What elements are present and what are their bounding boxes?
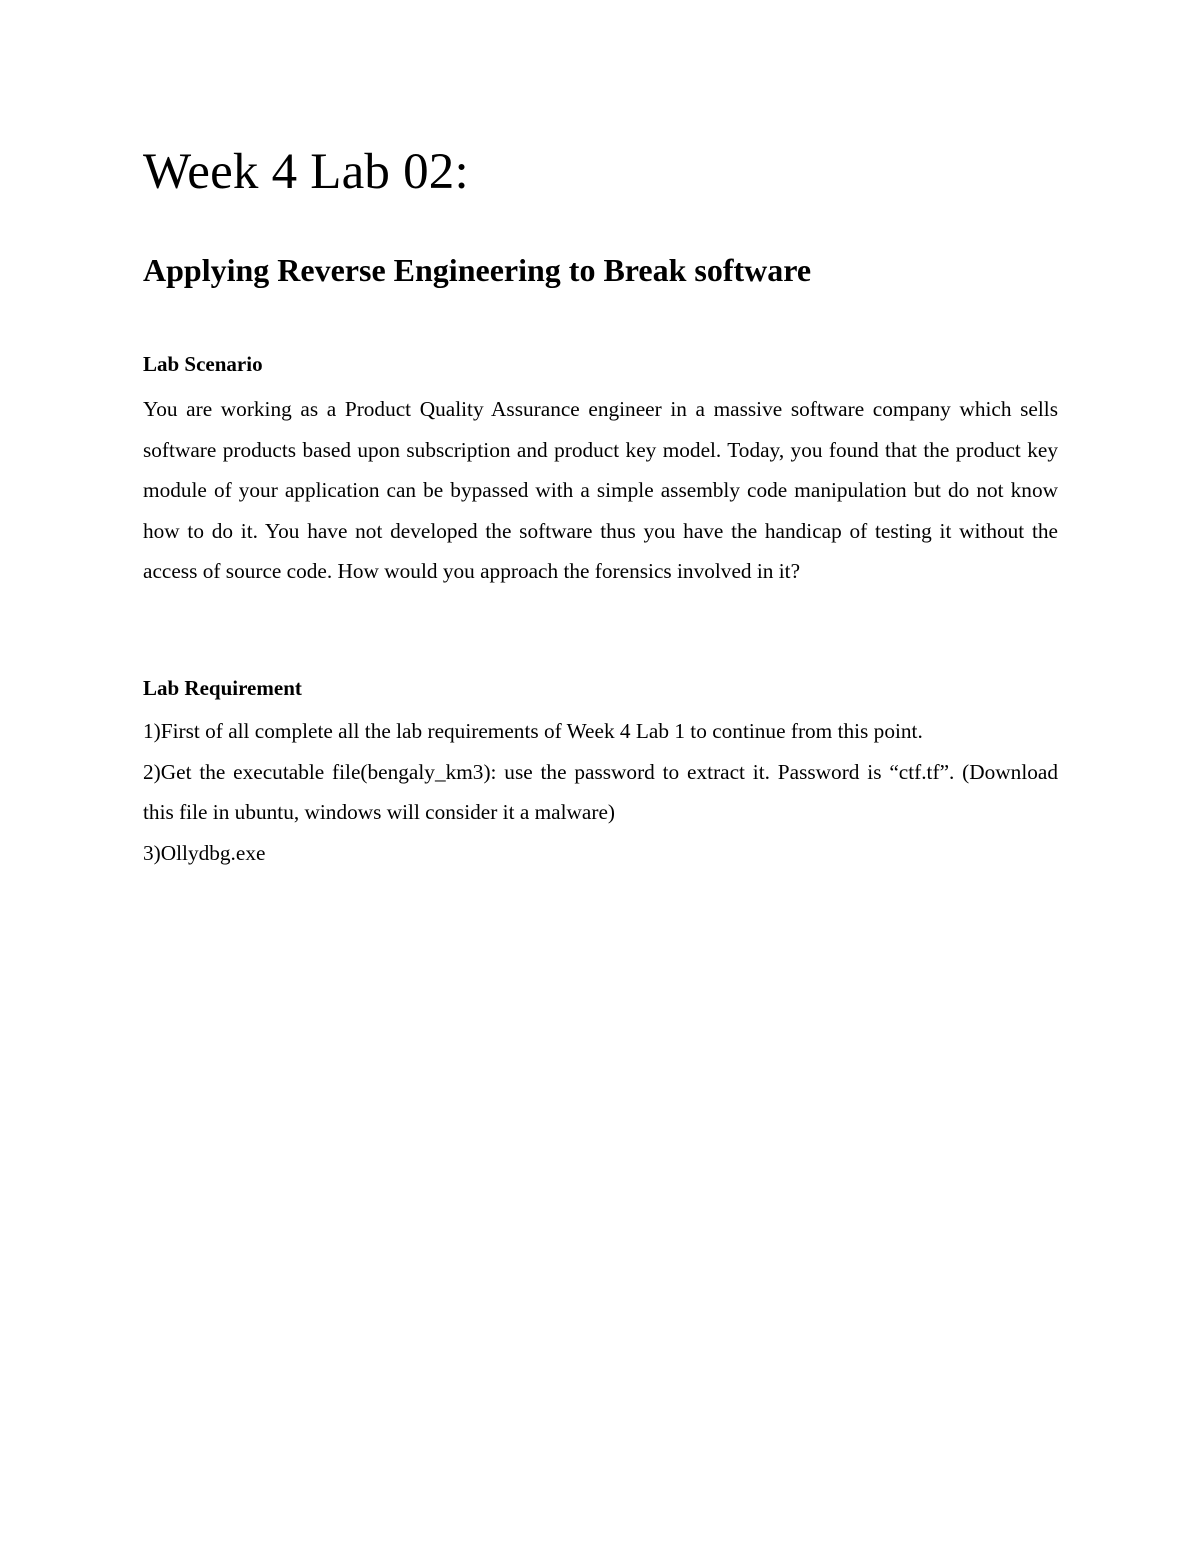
lab-scenario-heading: Lab Scenario xyxy=(143,352,263,376)
lab-scenario-paragraph: You are working as a Product Quality Assurance engineer in a massive software company which sells software products based upon subscription and product key model. Today, you found that the product key module of your application can be bypassed with a simple assembly code manipulation but do not know how to do it. You have not developed the software thus you have the handicap of testing it without the access of source code. How would you approach the forensics involved in it? xyxy=(143,397,1058,583)
document-title: Week 4 Lab 02: xyxy=(143,144,469,200)
lab-requirement-list xyxy=(143,711,1058,873)
requirement-item-1: 1)First of all complete all the lab requirements of Week 4 Lab 1 to continue from this point. xyxy=(143,719,923,743)
lab-requirement-heading: Lab Requirement xyxy=(143,676,302,700)
requirement-item-3: 3)Ollydbg.exe xyxy=(143,840,266,865)
requirement-item-2: 2)Get the executable file(bengaly_km3): use the password to extract it. Password is “ctf.tf”. (Download this file in ubuntu, windows will consider it a malware) xyxy=(143,759,1058,824)
document-subtitle: Applying Reverse Engineering to Break software xyxy=(143,252,812,288)
